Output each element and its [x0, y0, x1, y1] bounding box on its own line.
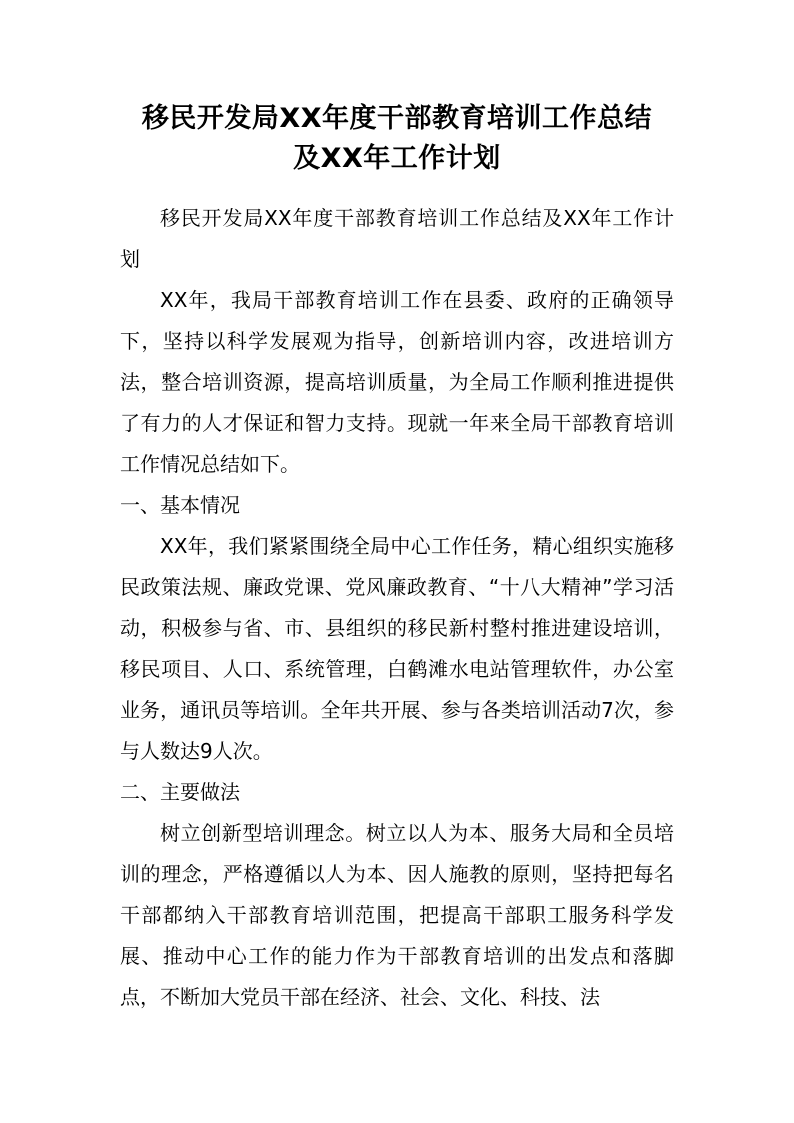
document-title-line-2: 及XX年工作计划	[293, 143, 501, 174]
document-body	[120, 198, 674, 1018]
section-heading-main-practices: 二、主要做法	[120, 780, 240, 804]
intro-paragraph: XX年，我局干部教育培训工作在县委、政府的正确领导下，坚持以科学发展观为指导，创新培训内容，改进培训方法，整合培训资源，提高培训质量，为全局工作顺利推进提供了有力的人才保证和智力支持。现就一年来全局干部教育培训工作情况总结如下。	[120, 288, 674, 476]
section-heading-basic-situation: 一、基本情况	[120, 493, 240, 517]
document-title-line-1: 移民开发局XX年度干部教育培训工作总结	[141, 103, 653, 134]
subtitle-paragraph: 移民开发局XX年度干部教育培训工作总结及XX年工作计划	[120, 206, 674, 271]
basic-situation-paragraph: XX年，我们紧紧围绕全局中心工作任务，精心组织实施移民政策法规、廉政党课、党风廉政教育、“十八大精神”学习活动，积极参与省、市、县组织的移民新村整村推进建设培训，移民项目、人口、系统管理，白鹤滩水电站管理软件，办公室业务，通讯员等培训。全年共开展、参与各类培训活动7次，参与人数达9人次。	[120, 534, 674, 763]
main-practices-paragraph: 树立创新型培训理念。树立以人为本、服务大局和全员培训的理念，严格遵循以人为本、因人施教的原则，坚持把每名干部都纳入干部教育培训范围，把提高干部职工服务科学发展、推动中心工作的能力作为干部教育培训的出发点和落脚点，不断加大党员干部在经济、社会、文化、科技、法	[120, 821, 674, 1009]
